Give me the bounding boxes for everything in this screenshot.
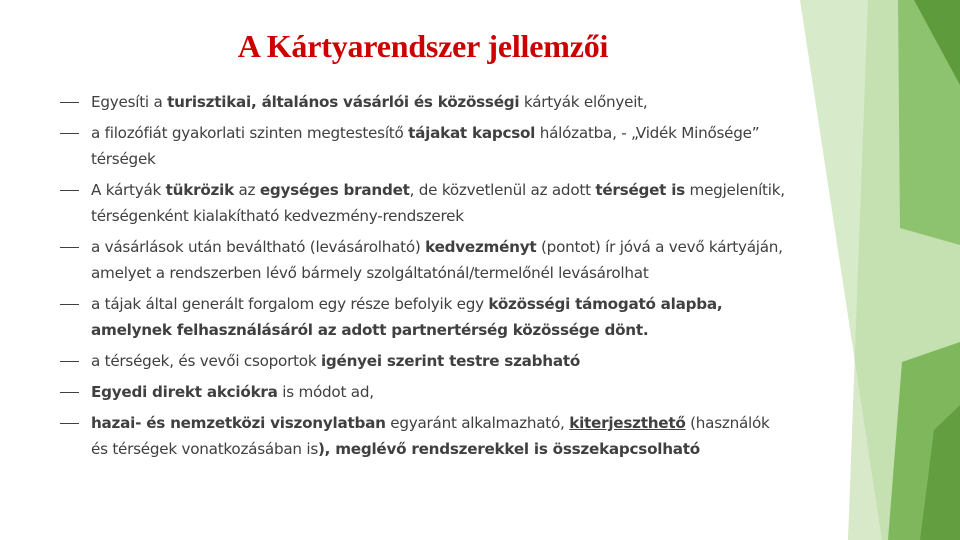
bullet-list xyxy=(60,89,790,467)
bullet-text: Egyedi direkt akciókra is módot ad, xyxy=(91,383,374,401)
bullet-text: hazai- és nemzetközi viszonylatban egyaránt alkalmazható, kiterjeszthető (használók és térségek vonatkozásában is), meglévő rendszerekkel is összekapcsolható xyxy=(91,414,770,458)
bullet-text: Egyesíti a turisztikai, általános vásárlói és közösségi kártyák előnyeit, xyxy=(91,93,648,111)
slide-title: A Kártyarendszer jellemzői xyxy=(237,28,609,64)
bullet-text: a térségek, és vevői csoportok igényei szerint testre szabható xyxy=(91,352,581,370)
bullet-item xyxy=(60,234,790,286)
bullet-text: A kártyák tükrözik az egységes brandet, de közvetlenül az adott térséget is megjelenítik, térségenként kialakítható kedvezmény-rendszerek xyxy=(91,181,785,225)
bullet-item xyxy=(60,89,790,115)
dash-bullet-icon xyxy=(60,304,79,305)
bullet-item xyxy=(60,348,790,374)
dash-bullet-icon xyxy=(60,423,79,424)
bullet-text: a vásárlások után beváltható (levásárolható) kedvezményt (pontot) ír jóvá a vevő kártyáján, amelyet a rendszerben lévő bármely szolgáltatónál/termelőnél levásárolhat xyxy=(91,238,783,282)
dash-bullet-icon xyxy=(60,247,79,248)
bullet-item xyxy=(60,291,790,343)
dash-bullet-icon xyxy=(60,361,79,362)
dash-bullet-icon xyxy=(60,392,79,393)
dash-bullet-icon xyxy=(60,102,79,103)
bullet-item xyxy=(60,120,790,172)
bullet-text: a filozófiát gyakorlati szinten megtestesítő tájakat kapcsol hálózatba, - „Vidék Minősége” térségek xyxy=(91,124,760,168)
dash-bullet-icon xyxy=(60,133,79,134)
dash-bullet-icon xyxy=(60,190,79,191)
bullet-item xyxy=(60,177,790,229)
bullet-item xyxy=(60,410,790,462)
bullet-item xyxy=(60,379,790,405)
bullet-text: a tájak által generált forgalom egy része befolyik egy közösségi támogató alapba, amelynek felhasználásáról az adott partnertérség közössége dönt. xyxy=(91,295,723,339)
